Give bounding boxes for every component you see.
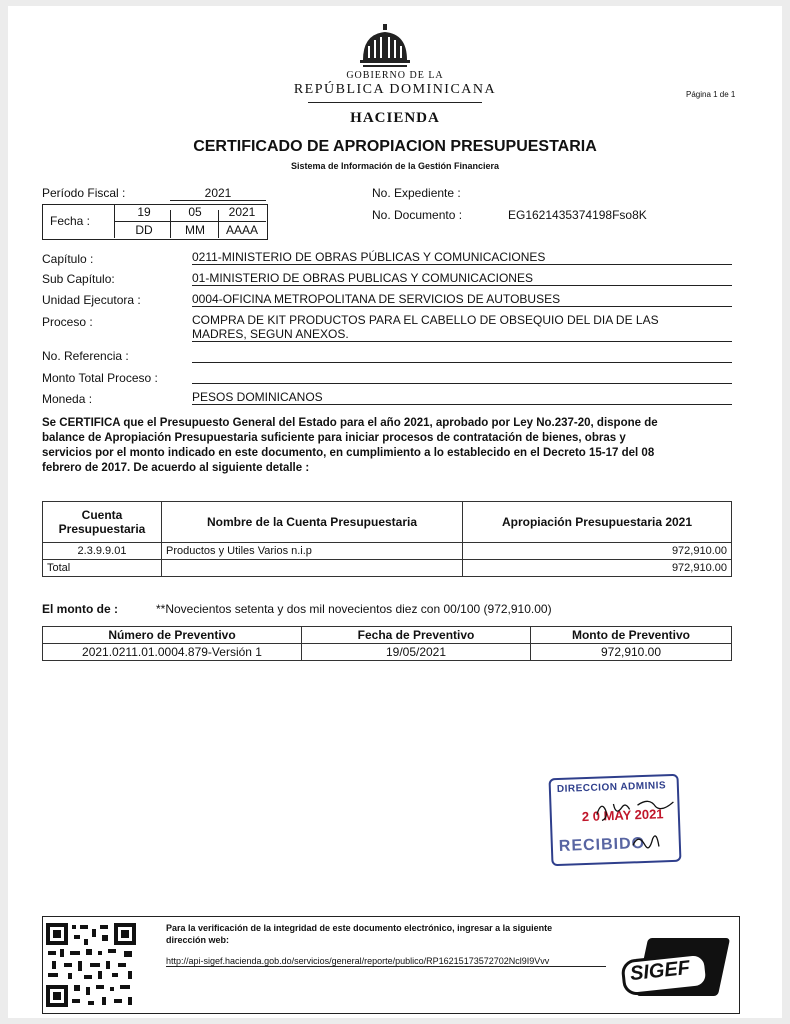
header-monto-preventivo: Monto de Preventivo [531, 627, 732, 644]
date-dd-label: DD [135, 223, 153, 237]
numero-preventivo: 2021.0211.01.0004.879-Versión 1 [43, 644, 302, 661]
certifica-line1: Se CERTIFICA que el Presupuesto General del Estado para el año 2021, aprobado por Ley No.237-20, dispone de [42, 417, 658, 429]
date-row-divider [114, 221, 266, 222]
verification-url[interactable]: http://api-sigef.hacienda.gob.do/servicios/general/reporte/publico/RP16215173572702Ncl9I9Vvv [166, 956, 606, 967]
certifica-line4: febrero de 2017. De acuerdo al siguiente detalle : [42, 462, 310, 474]
capitulo-value: 0211-MINISTERIO DE OBRAS PÚBLICAS Y COMUNICACIONES [192, 250, 732, 265]
total-row [43, 560, 732, 577]
header-nombre: Nombre de la Cuenta Presupuestaria [162, 502, 463, 543]
date-month: 05 [188, 205, 202, 219]
moneda-value: PESOS DOMINICANOS [192, 390, 732, 405]
stamp-bottom-text: RECIBIDO [558, 834, 646, 855]
date-col-divider [218, 210, 219, 238]
row-amount: 972,910.00 [463, 543, 732, 560]
preventivo-table [42, 626, 732, 661]
government-seal-icon [359, 22, 411, 70]
document-page [8, 6, 782, 1018]
date-mm-label: MM [185, 223, 205, 237]
proceso-label: Proceso : [42, 315, 93, 329]
header-cuenta-line1: Cuenta [81, 508, 123, 522]
certifica-line2: balance de Apropiación Presupuestaria suficiente para iniciar procesos de contratación de bienes, obras y [42, 432, 626, 444]
header-divider [308, 102, 482, 103]
monto-preventivo: 972,910.00 [531, 644, 732, 661]
header-cuenta-line2: Presupuestaria [58, 522, 146, 536]
subcapitulo-label: Sub Capítulo: [42, 272, 115, 286]
referencia-label: No. Referencia : [42, 349, 129, 363]
row-code: 2.3.9.9.01 [43, 543, 162, 560]
verification-line1: Para la verificación de la integridad de este documento electrónico, ingresar a la siguiente [166, 923, 553, 933]
referencia-line [192, 362, 732, 363]
header-apropiacion: Apropiación Presupuestaria 2021 [463, 502, 732, 543]
fecha-label: Fecha : [50, 214, 91, 228]
budget-table-header [43, 502, 732, 543]
header-fecha-preventivo: Fecha de Preventivo [302, 627, 531, 644]
stamp-date: 2 0 MAY 2021 [581, 806, 664, 825]
table-row [43, 543, 732, 560]
date-col-divider [170, 210, 171, 238]
handwritten-signature-icon [591, 794, 683, 857]
verification-line2: dirección web: [166, 935, 230, 945]
budget-table [42, 501, 732, 577]
periodo-label: Período Fiscal : [42, 186, 126, 200]
monto-text: **Novecientos setenta y dos mil novecientos diez con 00/100 (972,910.00) [156, 602, 552, 616]
periodo-value: 2021 [170, 186, 266, 201]
preventivo-header [43, 627, 732, 644]
fecha-preventivo: 19/05/2021 [302, 644, 531, 661]
received-stamp [549, 774, 682, 866]
documento-value: EG1621435374198Fso8K [508, 208, 647, 222]
monto-total-label: Monto Total Proceso : [42, 371, 158, 385]
page-number: Página 1 de 1 [686, 90, 736, 99]
proceso-line2: MADRES, SEGUN ANEXOS. [192, 327, 732, 342]
header-numero-preventivo: Número de Preventivo [43, 627, 302, 644]
stamp-top-text: DIRECCION ADMINIS [556, 780, 667, 796]
total-label: Total [43, 560, 162, 577]
preventivo-row [43, 644, 732, 661]
total-amount: 972,910.00 [463, 560, 732, 577]
document-title: CERTIFICADO DE APROPIACION PRESUPUESTARIA [193, 138, 597, 155]
documento-label: No. Documento : [372, 208, 463, 222]
date-day: 19 [137, 205, 151, 219]
unidad-value: 0004-OFICINA METROPOLITANA DE SERVICIOS DE AUTOBUSES [192, 292, 732, 307]
gov-line1: GOBIERNO DE LA [346, 70, 444, 81]
document-subtitle: Sistema de Información de la Gestión Financiera [290, 161, 500, 171]
gov-line2: REPÚBLICA DOMINICANA [293, 82, 497, 97]
moneda-label: Moneda : [42, 392, 93, 406]
expediente-label: No. Expediente : [372, 186, 461, 200]
proceso-line1: COMPRA DE KIT PRODUCTOS PARA EL CABELLO DE OBSEQUIO DEL DIA DE LAS [192, 313, 659, 327]
sigef-logo [620, 934, 724, 1006]
capitulo-label: Capítulo : [42, 252, 94, 266]
monto-total-line [192, 383, 732, 384]
header-cuenta [43, 502, 162, 543]
certifica-line3: servicios por el monto indicado en este documento, en cumplimiento a lo establecido en el Decreto 15-17 del 08 [42, 447, 655, 459]
date-year: 2021 [228, 205, 256, 219]
sigef-logo-text: SIGEF [628, 956, 691, 986]
unidad-label: Unidad Ejecutora : [42, 293, 141, 307]
date-aaaa-label: AAAA [225, 223, 258, 237]
subcapitulo-value: 01-MINISTERIO DE OBRAS PUBLICAS Y COMUNICACIONES [192, 271, 732, 286]
monto-label: El monto de : [42, 602, 118, 616]
ministry-name: HACIENDA [350, 110, 440, 126]
total-empty [162, 560, 463, 577]
certifica-paragraph [42, 416, 742, 476]
row-name: Productos y Utiles Varios n.i.p [162, 543, 463, 560]
qr-code-icon [44, 921, 138, 1009]
verification-text [166, 922, 552, 946]
